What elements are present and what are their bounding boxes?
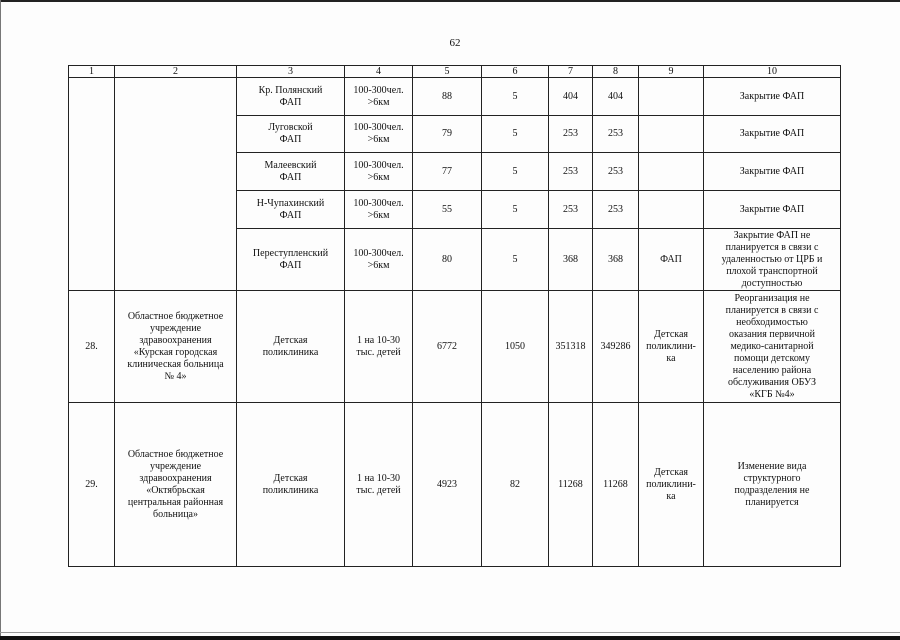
cell-norm: 100-300чел. >6км bbox=[345, 191, 413, 229]
cell-col6: 5 bbox=[482, 229, 549, 291]
cell-col5: 6772 bbox=[413, 291, 482, 403]
column-header: 9 bbox=[639, 66, 704, 78]
cell-col7: 253 bbox=[549, 116, 593, 153]
cell-organization-empty bbox=[115, 78, 237, 291]
cell-note: Закрытие ФАП bbox=[704, 78, 841, 116]
cell-col7: 11268 bbox=[549, 403, 593, 567]
cell-col9 bbox=[639, 78, 704, 116]
cell-facility: Переступленский ФАП bbox=[237, 229, 345, 291]
cell-col6: 5 bbox=[482, 116, 549, 153]
page-number: 62 bbox=[449, 37, 461, 49]
cell-facility: Детская поликлиника bbox=[237, 291, 345, 403]
cell-col7: 404 bbox=[549, 78, 593, 116]
column-header: 1 bbox=[69, 66, 115, 78]
cell-col6: 1050 bbox=[482, 291, 549, 403]
column-header: 2 bbox=[115, 66, 237, 78]
cell-facility: Н-Чупахинский ФАП bbox=[237, 191, 345, 229]
cell-col9 bbox=[639, 116, 704, 153]
cell-col8: 253 bbox=[593, 153, 639, 191]
table-row bbox=[69, 78, 841, 116]
cell-facility: Малеевский ФАП bbox=[237, 153, 345, 191]
cell-col9: Детская поликлини- ка bbox=[639, 291, 704, 403]
cell-facility: Кр. Полянский ФАП bbox=[237, 78, 345, 116]
cell-number: 29. bbox=[69, 403, 115, 567]
cell-note: Закрытие ФАП bbox=[704, 191, 841, 229]
cell-col8: 253 bbox=[593, 191, 639, 229]
cell-col5: 55 bbox=[413, 191, 482, 229]
cell-col6: 82 bbox=[482, 403, 549, 567]
cell-note: Закрытие ФАП bbox=[704, 153, 841, 191]
cell-col7: 368 bbox=[549, 229, 593, 291]
scan-edge-bottom bbox=[0, 636, 900, 640]
cell-col9: Детская поликлини- ка bbox=[639, 403, 704, 567]
cell-number-empty bbox=[69, 78, 115, 291]
cell-col6: 5 bbox=[482, 153, 549, 191]
scan-edge-left bbox=[0, 0, 1, 640]
scan-edge-top bbox=[0, 0, 900, 2]
cell-col9 bbox=[639, 153, 704, 191]
cell-col5: 77 bbox=[413, 153, 482, 191]
cell-norm: 1 на 10-30 тыс. детей bbox=[345, 403, 413, 567]
cell-organization: Областное бюджетное учреждение здравоохранения «Курская городская клиническая больница № 4» bbox=[115, 291, 237, 403]
column-header: 10 bbox=[704, 66, 841, 78]
cell-col5: 4923 bbox=[413, 403, 482, 567]
cell-facility: Детская поликлиника bbox=[237, 403, 345, 567]
column-header: 3 bbox=[237, 66, 345, 78]
cell-col9: ФАП bbox=[639, 229, 704, 291]
column-header: 8 bbox=[593, 66, 639, 78]
cell-norm: 1 на 10-30 тыс. детей bbox=[345, 291, 413, 403]
cell-col7: 253 bbox=[549, 191, 593, 229]
cell-col7: 351318 bbox=[549, 291, 593, 403]
column-header: 7 bbox=[549, 66, 593, 78]
cell-col9 bbox=[639, 191, 704, 229]
cell-col8: 368 bbox=[593, 229, 639, 291]
cell-note: Реорганизация не планируется в связи с необходимостью оказания первичной медико-санитарной помощи детскому населению района обслуживания ОБУЗ «КГБ №4» bbox=[704, 291, 841, 403]
cell-norm: 100-300чел. >6км bbox=[345, 153, 413, 191]
cell-note: Изменение вида структурного подразделения не планируется bbox=[704, 403, 841, 567]
cell-organization: Областное бюджетное учреждение здравоохранения «Октябрьская центральная районная больница» bbox=[115, 403, 237, 567]
scan-edge-bottom-thin bbox=[0, 632, 900, 633]
cell-norm: 100-300чел. >6км bbox=[345, 229, 413, 291]
facilities-table bbox=[68, 65, 841, 567]
table-row bbox=[69, 403, 841, 567]
cell-col6: 5 bbox=[482, 78, 549, 116]
cell-col7: 253 bbox=[549, 153, 593, 191]
column-number-row bbox=[69, 66, 841, 78]
cell-col5: 88 bbox=[413, 78, 482, 116]
column-header: 5 bbox=[413, 66, 482, 78]
cell-col8: 11268 bbox=[593, 403, 639, 567]
cell-number: 28. bbox=[69, 291, 115, 403]
cell-col5: 79 bbox=[413, 116, 482, 153]
cell-col6: 5 bbox=[482, 191, 549, 229]
cell-facility: Луговской ФАП bbox=[237, 116, 345, 153]
cell-note: Закрытие ФАП не планируется в связи с удаленностью от ЦРБ и плохой транспортной доступностью bbox=[704, 229, 841, 291]
table-row bbox=[69, 291, 841, 403]
cell-norm: 100-300чел. >6км bbox=[345, 116, 413, 153]
cell-col5: 80 bbox=[413, 229, 482, 291]
column-header: 6 bbox=[482, 66, 549, 78]
cell-col8: 404 bbox=[593, 78, 639, 116]
column-header: 4 bbox=[345, 66, 413, 78]
cell-col8: 253 bbox=[593, 116, 639, 153]
cell-norm: 100-300чел. >6км bbox=[345, 78, 413, 116]
cell-col8: 349286 bbox=[593, 291, 639, 403]
cell-note: Закрытие ФАП bbox=[704, 116, 841, 153]
